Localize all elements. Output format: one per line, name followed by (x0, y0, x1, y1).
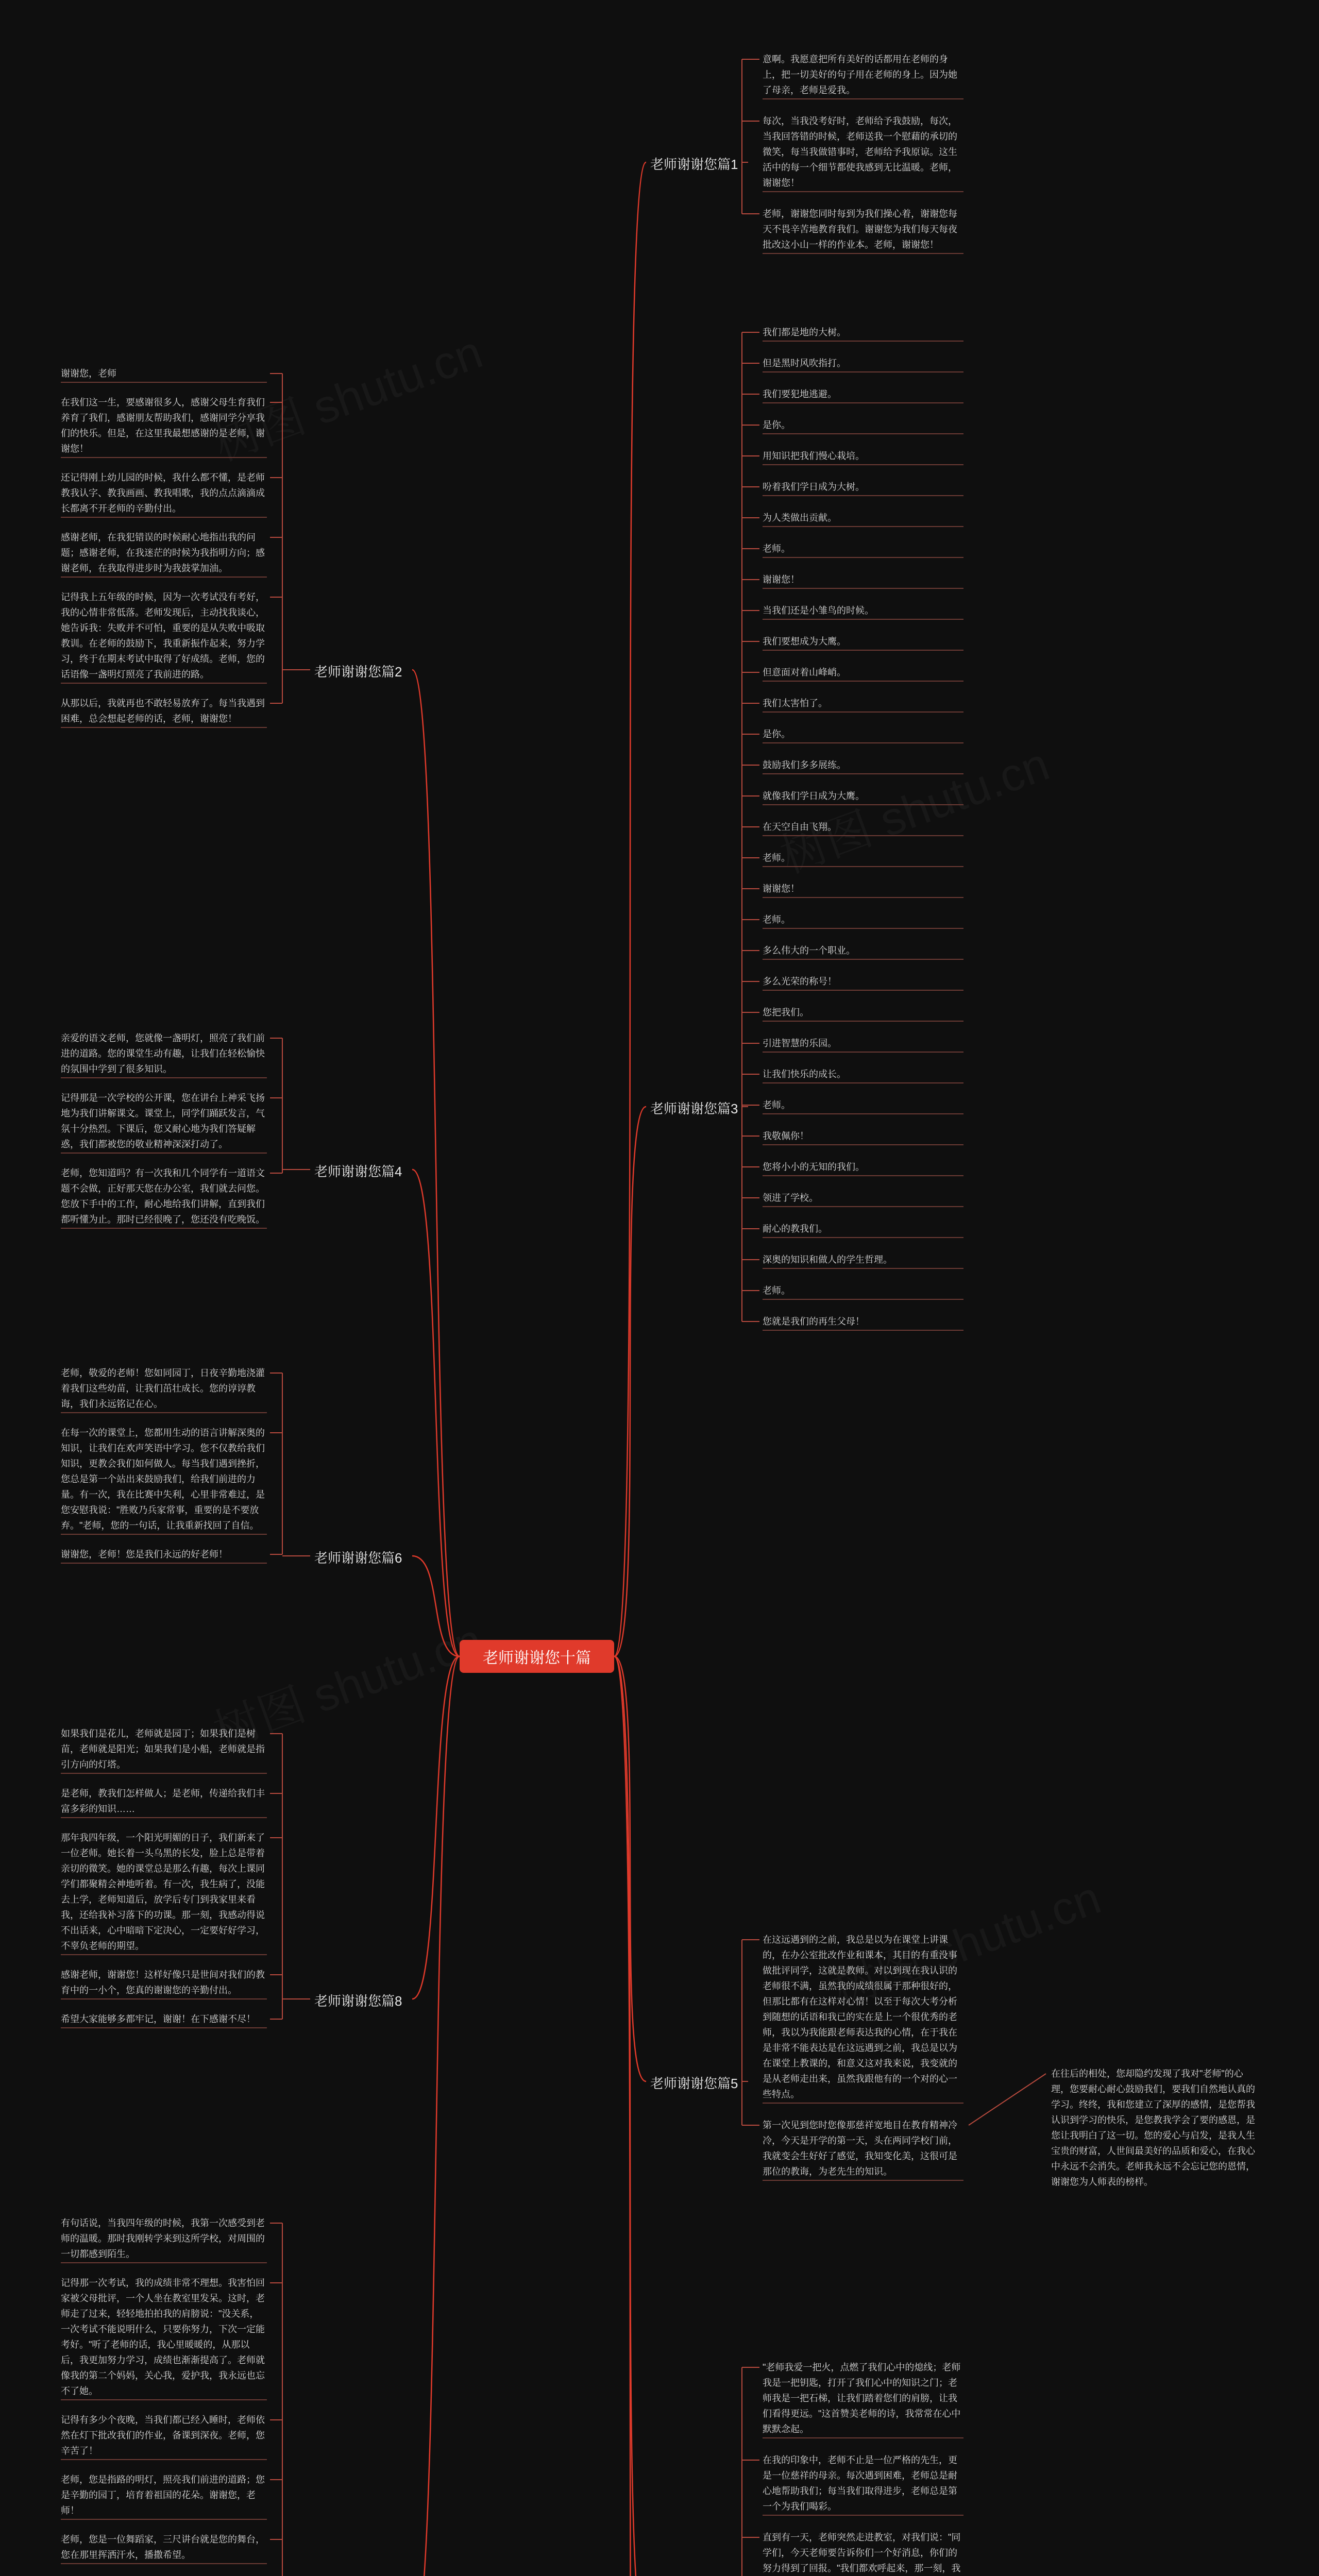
leaf-text: 但意面对着山峰峭。 (763, 667, 846, 677)
leaf-text: 从那以后，我就再也不敢轻易放弃了。每当我遇到困难，总会想起老师的话，老师，谢谢您！ (61, 698, 265, 724)
leaf-text: 为人类做出贡献。 (763, 513, 837, 523)
leaf-text: 是你。 (763, 729, 790, 739)
branch-b4[interactable]: 老师谢谢您篇4 (314, 1164, 402, 1179)
leaf-text: 您将小小的无知的我们。 (763, 1162, 865, 1172)
leaf-text: 您把我们。 (763, 1007, 809, 1018)
leaf-text: 老师，您是一位舞蹈家，三尺讲台就是您的舞台，您在那里挥洒汗水，播撒希望。 (61, 2534, 265, 2560)
leaf-text: "老师我爱一把火，点燃了我们心中的熄线；老师我是一把钥匙，打开了我们心中的知识之门；老师我是一把石梯，让我们踏着您们的肩膀，让我们看得更远。"这首赞美老师的诗，我常常在心中默默念起。 (763, 2362, 961, 2434)
leaf-text: 我们要犯地逃避。 (763, 389, 837, 399)
leaf-text: 用知识把我们慢心栽培。 (763, 451, 865, 461)
leaf-text: 耐心的教我们。 (763, 1224, 827, 1234)
connector-line (412, 1656, 460, 2576)
leaf-text: 多么光荣的称号！ (763, 976, 837, 987)
leaf-text: 是你。 (763, 420, 790, 430)
leaf-text: 感谢老师，在我犯错误的时候耐心地指出我的问题；感谢老师，在我迷茫的时候为我指明方向；感谢老师，在我取得进步时为我鼓掌加油。 (61, 532, 265, 573)
leaf-text: 第一次见到您时您像那慈祥宽地目在教育精神冷冷，今天是开学的第一天，头在两同学校门前，我就变会生好好了感觉，我知变化美，这很可是那位的教诲，为老先生的知识。 (763, 2120, 957, 2177)
leaf-text: 在这远遇到的之前，我总是以为在课堂上讲课的，在办公室批改作业和课本，其目的有重没事做批评同学，这就是教师。对以到现在我认识的老师很不满，虽然我的成绩很属于那种很好的，但那比都有在这样对心情！以至于每次大考分析到随想的话语和我已的实在是上一个很优秀的老师，我以为我能跟老师表达我的心情，在于我在是非常不能表达是在这远遇到之前，我总是以为在课堂上教课的，和意义这对我来说，我变就的是从老师走出来，虽然我跟他有的一个对的心一些特点。 (763, 1935, 957, 2099)
leaf-text: 老师。 (763, 1285, 790, 1296)
leaf-text: 亲爱的语文老师，您就像一盏明灯，照亮了我们前进的道路。您的课堂生动有趣，让我们在轻松愉快的氛围中学到了很多知识。 (61, 1033, 265, 1074)
leaf-text: 当我们还是小雏鸟的时候。 (763, 605, 874, 616)
leaf-text: 还记得刚上幼儿园的时候，我什么都不懂，是老师教我认字、教我画画、教我唱歌，我的点点滴滴成长都离不开老师的辛勤付出。 (61, 472, 265, 514)
leaf-text: 在我们这一生，要感谢很多人，感谢父母生育我们养育了我们，感谢朋友帮助我们，感谢同学分享我们的快乐。但是，在这里我最想感谢的是老师，谢谢您！ (61, 397, 265, 454)
leaf-extra-text: 在往后的相处，您却隐约发现了我对"老师"的心理，您要耐心耐心鼓励我们，要我们自然地认真的学习。终终，我和您建立了深厚的感情，是您帮我认识到学习的快乐，是您教我学会了要的感恩，是您让我明白了这一切。您的爱心与启发，是我人生宝贵的财富，人世间最美好的品质和爱心，在我心中永远不会消失。老师我永远不会忘记您的恩情，谢谢您为人师表的榜样。 (1051, 2069, 1255, 2187)
leaf-text: 记得那是一次学校的公开课，您在讲台上神采飞扬地为我们讲解课文。课堂上，同学们踊跃发言，气氛十分热烈。下课后，您又耐心地为我们答疑解惑，我们都被您的敬业精神深深打动了。 (61, 1093, 265, 1149)
leaf-text: 记得那一次考试，我的成绩非常不理想。我害怕回家被父母批评，一个人坐在教室里发呆。这时，老师走了过来，轻轻地拍拍我的肩膀说："没关系，一次考试不能说明什么，只要你努力，下次一定能考好。"听了老师的话，我心里暖暖的，从那以后，我更加努力学习，成绩也渐渐提高了。老师就像我的第二个妈妈，关心我，爱护我，我永远也忘不了她。 (61, 2278, 265, 2396)
connector-line (412, 1170, 460, 1656)
branch-b3[interactable]: 老师谢谢您篇3 (650, 1101, 738, 1116)
connector-line (969, 2074, 1046, 2125)
branch-b2[interactable]: 老师谢谢您篇2 (314, 664, 402, 680)
leaf-text: 领进了学校。 (763, 1193, 818, 1203)
connector-line (412, 1556, 460, 1656)
branch-b6[interactable]: 老师谢谢您篇6 (314, 1550, 402, 1566)
leaf-text: 在我的印象中，老师不止是一位严格的先生，更是一位慈祥的母亲。每次遇到困难，老师总是耐心地帮助我们；每当我们取得进步，老师总是第一个为我们喝彩。 (763, 2455, 957, 2512)
leaf-text: 老师，谢谢您同时每到为我们操心着，谢谢您每天不畏辛苦地教育我们。谢谢您为我们每天每夜批改这小山一样的作业本。老师，谢谢您！ (763, 209, 957, 250)
leaf-text: 老师。 (763, 544, 790, 554)
leaf-text: 让我们快乐的成长。 (763, 1069, 846, 1079)
leaf-text: 谢谢您，老师 (61, 368, 116, 379)
leaf-text: 感谢老师，谢谢您！这样好像只是世间对我们的教育中的一小个，您真的谢谢您的辛勤付出。 (61, 1970, 265, 1995)
leaf-text: 吩着我们学日成为大树。 (763, 482, 865, 492)
branch-b8[interactable]: 老师谢谢您篇8 (314, 1993, 402, 2009)
leaf-text: 有句话说，当我四年级的时候，我第一次感受到老师的温暖。那时我刚转学来到这所学校，对周围的一切都感到陌生。 (61, 2218, 265, 2259)
leaf-text: 深奥的知识和做人的学生哲理。 (763, 1255, 892, 1265)
leaf-text: 我们要想成为大鹰。 (763, 636, 846, 647)
branch-b1[interactable]: 老师谢谢您篇1 (650, 157, 738, 172)
connector-line (412, 1656, 460, 1999)
leaf-text: 但是黑时风吹指打。 (763, 358, 846, 368)
leaf-text: 是老师，教我们怎样做人；是老师，传递给我们丰富多彩的知识…… (61, 1788, 265, 1814)
leaf-text: 希望大家能够多都牢记，谢谢！在下感谢不尽！ (61, 2014, 256, 2024)
leaf-text: 鼓励我们多多展练。 (763, 760, 846, 770)
leaf-text: 在天空自由飞翔。 (763, 822, 837, 832)
branch-b5[interactable]: 老师谢谢您篇5 (650, 2076, 738, 2091)
leaf-text: 如果我们是花儿，老师就是园丁；如果我们是树苗，老师就是阳光；如果我们是小船，老师就是指引方向的灯塔。 (61, 1728, 265, 1770)
leaf-text: 老师。 (763, 853, 790, 863)
leaf-text: 我们都是地的大树。 (763, 327, 846, 337)
leaf-text: 意啊。我愿意把所有美好的话都用在老师的身上，把一切美好的句子用在老师的身上。因为她了母亲，老师是爱我。 (763, 54, 957, 95)
leaf-text: 老师，您知道吗？有一次我和几个同学有一道语文题不会做，正好那天您在办公室，我们就去问您。您放下手中的工作，耐心地给我们讲解，直到我们都听懂为止。那时已经很晚了，您还没有吃晚饭。 (61, 1168, 265, 1225)
connector-line (412, 670, 460, 1656)
leaf-text: 老师，敬爱的老师！您如同园丁，日夜辛勤地浇灌着我们这些幼苗，让我们茁壮成长。您的谆谆教诲，我们永远铭记在心。 (61, 1368, 265, 1409)
leaf-text: 那年我四年级，一个阳光明媚的日子，我们新来了一位老师。她长着一头乌黑的长发，脸上总是带着亲切的微笑。她的课堂总是那么有趣，每次上课同学们都聚精会神地听着。有一次，我生病了，没能去上学，老师知道后，放学后专门到我家里来看我，还给我补习落下的功课。那一刻，我感动得说不出话来，心中暗暗下定决心，一定要好好学习，不辜负老师的期望。 (61, 1833, 265, 1951)
leaf-text: 您就是我们的再生父母！ (763, 1316, 865, 1327)
leaf-text: 就像我们学日成为大鹰。 (763, 791, 865, 801)
leaf-text: 在每一次的课堂上，您都用生动的语言讲解深奥的知识，让我们在欢声笑语中学习。您不仅教给我们知识，更教会我们如何做人。每当我们遇到挫折，您总是第一个站出来鼓励我们，给我们前进的力量。有一次，我在比赛中失利，心里非常难过，是您安慰我说："胜败乃兵家常事，重要的是不要放弃。"老师，您的一句话，让我重新找回了自信。 (61, 1428, 265, 1531)
leaf-text: 谢谢您！ (763, 884, 800, 894)
leaf-text: 我敬佩你！ (763, 1131, 809, 1141)
leaf-text: 记得我上五年级的时候，因为一次考试没有考好，我的心情非常低落。老师发现后，主动找我谈心，她告诉我：失败并不可怕，重要的是从失败中吸取教训。在老师的鼓励下，我重新振作起来，努力学习，终于在期末考试中取得了好成绩。老师，您的话语像一盏明灯照亮了我前进的路。 (61, 592, 265, 680)
leaf-text: 谢谢您！ (763, 574, 800, 585)
leaf-text: 多么伟大的一个职业。 (763, 945, 855, 956)
leaf-text: 每次，当我没考好时，老师给予我鼓励，每次，当我回答错的时候，老师送我一个慰藉的承切的微笑，每当我做错事时，老师给予我原谅。这生活中的每一个细节都使我感到无比温暖。老师，谢谢您！ (763, 116, 957, 188)
leaf-text: 老师，您是指路的明灯，照亮我们前进的道路；您是辛勤的园丁，培育着祖国的花朵。谢谢您，老师！ (61, 2475, 265, 2516)
leaf-text: 谢谢您，老师！您是我们永远的好老师！ (61, 1549, 228, 1560)
leaf-text: 直到有一天，老师突然走进教室，对我们说："同学们，今天老师要告诉你们一个好消息，你们的努力得到了回报。"我们都欢呼起来，那一刻，我 (763, 2532, 961, 2573)
leaf-text: 老师。 (763, 1100, 790, 1110)
root-node[interactable]: 老师谢谢您十篇 (460, 1640, 614, 1673)
leaf-text: 记得有多少个夜晚，当我们都已经入睡时，老师依然在灯下批改我们的作业，备课到深夜。老师，您辛苦了！ (61, 2415, 265, 2456)
leaf-text: 老师。 (763, 914, 790, 925)
leaf-text: 我们太害怕了。 (763, 698, 827, 708)
leaf-text: 引进智慧的乐园。 (763, 1038, 837, 1048)
